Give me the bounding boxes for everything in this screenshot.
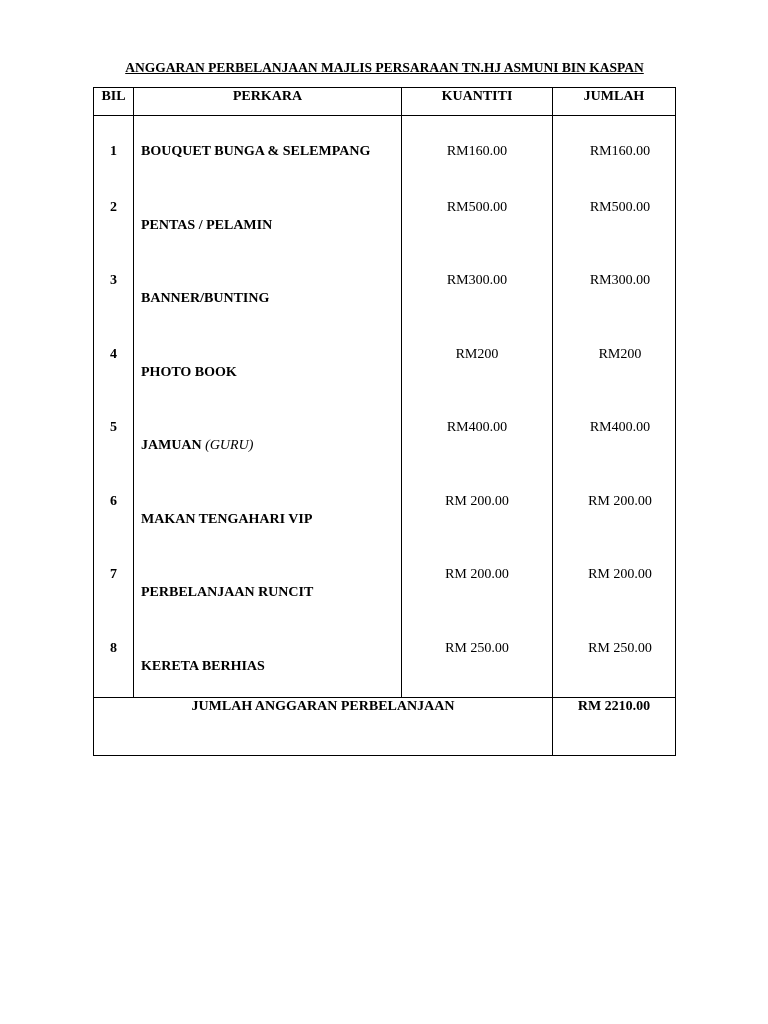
row-perkara: PHOTO BOOK bbox=[134, 347, 402, 421]
row-bil: 7 bbox=[94, 567, 134, 641]
row-kuantiti: RM160.00 bbox=[402, 144, 553, 200]
row-jumlah: RM 250.00 bbox=[553, 641, 676, 698]
header-kuantiti: KUANTITI bbox=[402, 88, 553, 116]
row-perkara: MAKAN TENGAHARI VIP bbox=[134, 494, 402, 568]
table-spacer-row bbox=[94, 116, 676, 145]
row-bil: 6 bbox=[94, 494, 134, 568]
table-row bbox=[94, 144, 676, 200]
total-row bbox=[94, 697, 676, 755]
row-perkara: KERETA BERHIAS bbox=[134, 641, 402, 698]
row-kuantiti: RM400.00 bbox=[402, 420, 553, 494]
row-bil: 8 bbox=[94, 641, 134, 698]
budget-table bbox=[93, 87, 676, 756]
table-row bbox=[94, 494, 676, 568]
row-perkara: BOUQUET BUNGA & SELEMPANG bbox=[134, 144, 402, 200]
row-perkara-note: (GURU) bbox=[205, 438, 254, 453]
document-title: ANGGARAN PERBELANJAAN MAJLIS PERSARAAN TN.HJ ASMUNI BIN KASPAN bbox=[125, 60, 644, 75]
row-bil: 2 bbox=[94, 200, 134, 274]
row-bil: 1 bbox=[94, 144, 134, 200]
header-perkara: PERKARA bbox=[134, 88, 402, 116]
table-row bbox=[94, 567, 676, 641]
row-perkara-text: JAMUAN bbox=[141, 438, 202, 453]
row-bil: 5 bbox=[94, 420, 134, 494]
total-label: JUMLAH ANGGARAN PERBELANJAAN bbox=[94, 697, 553, 755]
row-kuantiti: RM300.00 bbox=[402, 273, 553, 347]
row-perkara: BANNER/BUNTING bbox=[134, 273, 402, 347]
row-bil: 4 bbox=[94, 347, 134, 421]
table-row bbox=[94, 420, 676, 494]
row-kuantiti: RM 250.00 bbox=[402, 641, 553, 698]
row-kuantiti: RM200 bbox=[402, 347, 553, 421]
total-value: RM 2210.00 bbox=[553, 697, 676, 755]
row-kuantiti: RM500.00 bbox=[402, 200, 553, 274]
row-perkara: PENTAS / PELAMIN bbox=[134, 200, 402, 274]
table-header-row bbox=[94, 88, 676, 116]
row-jumlah: RM 200.00 bbox=[553, 494, 676, 568]
row-kuantiti: RM 200.00 bbox=[402, 567, 553, 641]
table-row bbox=[94, 347, 676, 421]
row-bil: 3 bbox=[94, 273, 134, 347]
table-row bbox=[94, 200, 676, 274]
row-kuantiti: RM 200.00 bbox=[402, 494, 553, 568]
table-row bbox=[94, 641, 676, 698]
row-jumlah: RM300.00 bbox=[553, 273, 676, 347]
row-jumlah: RM200 bbox=[553, 347, 676, 421]
table-row bbox=[94, 273, 676, 347]
row-jumlah: RM500.00 bbox=[553, 200, 676, 274]
row-perkara: PERBELANJAAN RUNCIT bbox=[134, 567, 402, 641]
row-jumlah: RM 200.00 bbox=[553, 567, 676, 641]
row-jumlah: RM160.00 bbox=[553, 144, 676, 200]
header-bil: BIL bbox=[94, 88, 134, 116]
row-jumlah: RM400.00 bbox=[553, 420, 676, 494]
row-perkara bbox=[134, 420, 402, 494]
header-jumlah: JUMLAH bbox=[553, 88, 676, 116]
